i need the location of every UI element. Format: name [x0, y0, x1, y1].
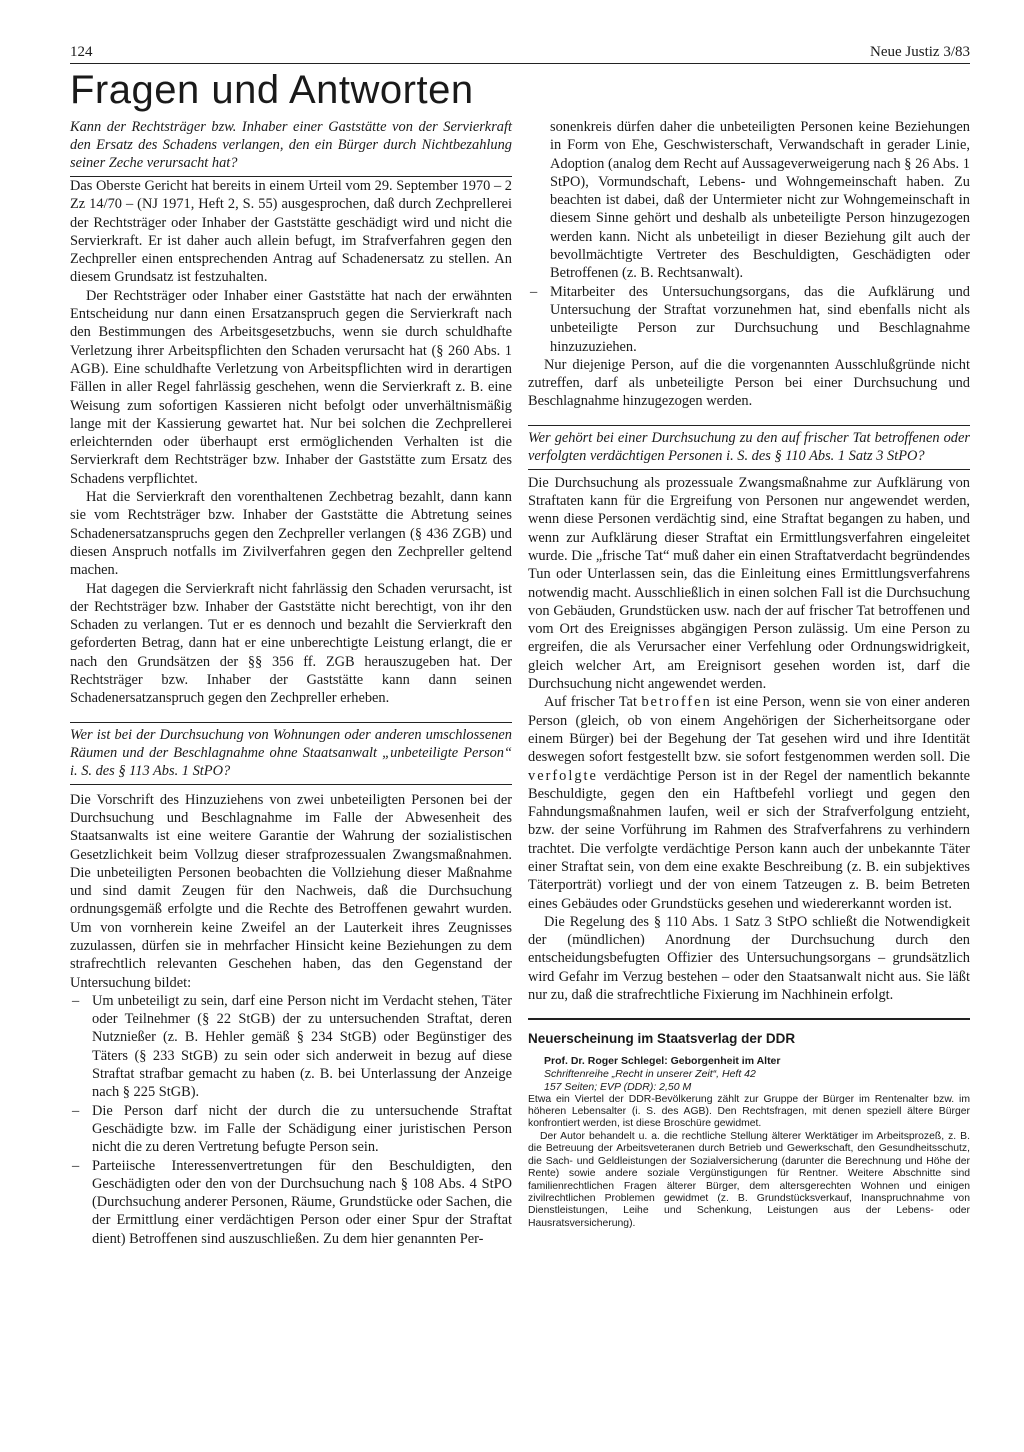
answer-2-intro: Die Vorschrift des Hinzuziehens von zwei unbeteiligten Personen bei der Durchsuchung und Beschlagnahme im Falle der Abwesenheit des Staatsanwalts ist eine weitere Garantie der Wahrung der sozialistischen Gesetzlichkeit beim Vollzug dieser strafprozessualen Zwangsmaßnahmen. Die unbeteiligten Personen beobachten die Vollziehung dieser Maßnahme und sind damit Zeugen für den Nachweis, daß die Durchsuchung ordnungsgemäß erfolgte und die Rechte des Betroffenen gewahrt wurden. Um von vornherein keine Zweifel an der Lauterkeit ihres Zeugnisses zuzulassen, dürfen sie in mehrfacher Hinsicht keine Beziehungen zu dem strafrechtlich relevanten Geschehen haben, das den Gegenstand der Untersuchung bildet:	[70, 791, 512, 991]
spaced-term: verfolgte	[528, 767, 598, 784]
book-description: Der Autor behandelt u. a. die rechtliche Stellung älterer Werktätiger im Arbeitsprozeß, z. B. die Betreuung der Arbeitsveteranen durch Betrieb und Gewerkschaft, den Gesundheitsschutz, die Sach- und Geldleistungen der Sozialversicherung (darunter die Berechnung und Höhe der Rente) sowie andere soziale Vergünstigungen für Rentner. Weitere Abschnitte sind familienrechtlichen Fragen älterer Bürger, dem altersgerechten Wohnen und einigen zivilrechtlichen Problemen gewidmet (z. B. Grundstücksverkauf, Inanspruchnahme von Dienstleistungen, Leihe und Schenkung, Leistungen aus der Lebens- oder Hausratsversicherung).	[528, 1130, 970, 1229]
answer-3-paragraph: Die Regelung des § 110 Abs. 1 Satz 3 StPO schließt die Notwendigkeit der (mündlichen) Anordnung der Durchsuchung durch den entscheidungsbefugten Offizier des Untersuchungsorgans – grundsätzlich wird Gefahr im Verzug bestehen – oder den Staatsanwalt nicht aus. Sie läßt nur zu, daß die strafrechtliche Fixierung im Nachhinein erfolgt.	[528, 913, 970, 1004]
page	[70, 44, 970, 1444]
answer-1-paragraph: Hat die Servierkraft den vorenthaltenen Zechbetrag bezahlt, dann kann sie vom Rechtsträger bzw. Inhaber der Gaststätte die Abtretung seines Schadenersatzanspruchs gegen den Zechpreller verlangen (§ 436 ZGB) und diesen Anspruch notfalls im Zivilverfahren gegen den Zechpreller geltend machen.	[70, 489, 512, 579]
answer-3-paragraph: Auf frischer Tat betroffen ist eine Person, wenn sie von einer anderen Person (gleich, ob von einem Angehörigen der Sicherheitsorgane oder einem Bürger) bei der Begehung der Tat gesehen wird und ihre Identität deswegen sofort festgestellt bzw. sie sofort festgenommen werden soll. Die verfolgte verdächtige Person ist in der Regel der namentlich bekannte Beschuldigte, gegen den ein Haftbefehl vorliegt und gegen den Fahndungsmaßnahmen laufen, weil er sich der Strafverfolgung entzieht, bzw. der seine Vorführung im Rahmen des Strafverfahrens zu verhindern trachtet. Die verfolgte verdächtige Person kann auch der unbekannte Täter einer Straftat sein, von dem eine exakte Beschreibung (z. B. ein subjektives Täterporträt) vorliegt und der von einem Tatzeugen z. B. beim Betreten eines Gebäudes oder Grundstücks gesehen und wiedererkannt worden ist.	[528, 694, 970, 912]
answer-1-paragraph: Hat dagegen die Servierkraft nicht fahrlässig den Schaden verursacht, ist der Rechtsträger bzw. Inhaber der Gaststätte nicht berechtigt, von ihr den Schaden zu verlangen. Tut er es dennoch und bezahlt die Servierkraft den geforderten Betrag, dann hat er eine unberechtigte Leistung erlangt, die er nach den Grundsätzen der §§ 356 ff. ZGB herauszugeben hat. Der Rechtsträger bzw. Inhaber der Gaststätte kann dann seinen Schadenersatzanspruch gegen den Zechpreller erheben.	[70, 580, 512, 707]
right-column	[528, 118, 970, 1248]
book-author-title: Prof. Dr. Roger Schlegel: Geborgenheit im Alter	[544, 1054, 781, 1067]
journal-issue: Neue Justiz 3/83	[870, 44, 970, 60]
answer-3-paragraph: Die Durchsuchung als prozessuale Zwangsmaßnahme zur Aufklärung von Straftaten kann für die Ergreifung von Personen nur angewendet werden, wenn diese Personen verdächtig sind, eine Straftat begangen zu haben, und wenn zur Aufklärung dieser Straftat ein Ermittlungsverfahren eingeleitet wurde. Die „frische Tat“ muß daher ein einen Straftatverdacht begründendes Tun oder Unterlassen sein, das die Einleitung eines Ermittlungsverfahrens notwendig macht. Ausschließlich in einen solchen Fall ist die Durchsuchung von Gebäuden, Grundstücken usw. nach der auf frischer Tat betroffenen und vom Ort des Ereignisses abgängigen Person zulässig. Um eine Person zu ergreifen, die als Verursacher einer Verfehlung oder Ordnungswidrigkeit, gleich welcher Art, am Ereignisort gesehen worden ist, darf die Durchsuchung nicht angewendet werden.	[528, 474, 970, 693]
book-announcement	[528, 1018, 970, 1230]
left-column	[70, 118, 512, 1248]
page-number: 124	[70, 44, 93, 60]
exclusion-list	[70, 992, 512, 1248]
article-columns	[70, 118, 970, 1248]
list-item: – Mitarbeiter des Untersuchungsorgans, das die Aufklärung und Untersuchung der Straftat vorzunehmen hat, sind ebenfalls nicht als unbeteiligte Person zur Durchsuchung und Beschlagnahme hinzuzuziehen.	[528, 283, 970, 356]
exclusion-list-continued	[528, 118, 970, 356]
question-1: Kann der Rechtsträger bzw. Inhaber einer Gaststätte von der Servierkraft den Ersatz des Schadens verlangen, den ein Bürger durch Nichtbezahlung seiner Zeche verursacht hat?	[70, 118, 512, 177]
list-item: – Parteiische Interessenvertretungen für den Beschuldigten, den Geschädigten oder den von der Durchsuchung nach § 108 Abs. 4 StPO (Durchsuchung anderer Personen, Räume, Grundstücke oder Sachen, die der Ermittlung einer verdächtigen Person oder einer Spur der Straftat dient) Betroffenen sind auszuschließen. Zu dem hier genannten Per-	[70, 1157, 512, 1248]
book-pages-price: 157 Seiten; EVP (DDR): 2,50 M	[544, 1080, 692, 1093]
list-item: – Die Person darf nicht der durch die zu untersuchende Straftat Geschädigte bzw. im Falle der Schädigung einer juristischen Person nicht die zu deren Vertretung befugte Person sein.	[70, 1102, 512, 1157]
book-heading: Neuerscheinung im Staatsverlag der DDR	[528, 1031, 796, 1047]
book-series: Schriftenreihe „Recht in unserer Zeit“, Heft 42	[544, 1067, 756, 1080]
answer-1-paragraph: Das Oberste Gericht hat bereits in einem Urteil vom 29. September 1970 – 2 Zz 14/70 – (NJ 1971, Heft 2, S. 55) ausgesprochen, daß durch Zechprellerei der Rechtsträger oder Inhaber der Gaststätte geschädigt wird und nicht die Servierkraft. Er ist daher auch allein befugt, im Strafverfahren gegen den Zechpreller einen entsprechenden Antrag auf Schadenersatz zu stellen. An diesem Grundsatz ist festzuhalten.	[70, 178, 512, 286]
page-title: Fragen und Antworten	[70, 68, 474, 112]
book-description: Etwa ein Viertel der DDR-Bevölkerung zählt zur Gruppe der Bürger im Rentenalter bzw. im höheren Lebensalter (i. S. des AGB). Den Rechtsfragen, mit denen speziell ältere Bürger konfrontiert werden, ist diese Broschüre gewidmet.	[528, 1093, 970, 1130]
answer-1-paragraph: Der Rechtsträger oder Inhaber einer Gaststätte hat nach der erwähnten Entscheidung nur dann einen Ersatzanspruch gegen die Servierkraft nach den Bestimmungen des Arbeitsgesetzbuchs, wenn sie durch schuldhafte Verletzung ihrer Arbeitspflichten den Schaden verursacht hat (§ 260 Abs. 1 AGB). Eine schuldhafte Verletzung von Arbeitspflichten wird in derartigen Fällen in aller Regel fahrlässig geschehen, wenn die Servierkraft z. B. eine Weisung zum sofortigen Kassieren nicht befolgt oder unverhältnismäßig lange mit der Kassierung gewartet hat. Nur bei solchen die Zechprellerei erleichternden oder überhaupt erst ermöglichenden Verhalten ist die Servierkraft dem Rechtsträger bzw. Inhaber der Gaststätte zum Ersatz des Schadens verpflichtet.	[70, 287, 512, 487]
list-item: – Um unbeteiligt zu sein, darf eine Person nicht im Verdacht stehen, Täter oder Teilnehmer (§ 22 StGB) der zu untersuchenden Straftat, deren Nutznießer (z. B. Hehler gemäß § 234 StGB) oder Begünstiger des Täters (§ 233 StGB) zu sein oder sich anderweit in bezug auf diese Straftat strafbar gemacht zu haben (z. B. bei Unterlassung der Anzeige nach § 225 StGB).	[70, 992, 512, 1102]
question-3: Wer gehört bei einer Durchsuchung zu den auf frischer Tat betroffenen oder verfolgten verdächtigen Personen i. S. des § 110 Abs. 1 Satz 3 StPO?	[528, 425, 970, 470]
list-item-continuation: sonenkreis dürfen daher die unbeteiligten Personen keine Beziehungen in Form von Ehe, Geschwisterschaft, Verwandschaft in gerader Linie, Adoption (analog dem Recht auf Aussageverweigerung nach § 26 Abs. 1 StPO), Vormundschaft, Lebens- und Wohngemeinschaft haben. Zu beachten ist dabei, daß der Untermieter nicht zur Wohngemeinschaft in diesem Sinne gehört und deshalb als unbeteiligte Person hinzugezogen werden kann. Nicht als unbeteiligt in dieser Beziehung gilt auch der bevollmächtigte Vertreter des Beschuldigten, Geschädigten oder Betroffenen (z. B. Rechtsanwalt).	[550, 119, 970, 282]
closing-paragraph: Nur diejenige Person, auf die die vorgenannten Ausschlußgründe nicht zutreffen, darf als unbeteiligte Person bei einer Durchsuchung und Beschlagnahme hinzugezogen werden.	[528, 356, 970, 410]
page-header	[70, 44, 970, 64]
spaced-term: betroffen	[641, 694, 712, 711]
question-2: Wer ist bei der Durchsuchung von Wohnungen oder anderen umschlossenen Räumen und der Beschlagnahme ohne Staatsanwalt „unbeteiligte Person“ i. S. des § 113 Abs. 1 StPO?	[70, 722, 512, 785]
